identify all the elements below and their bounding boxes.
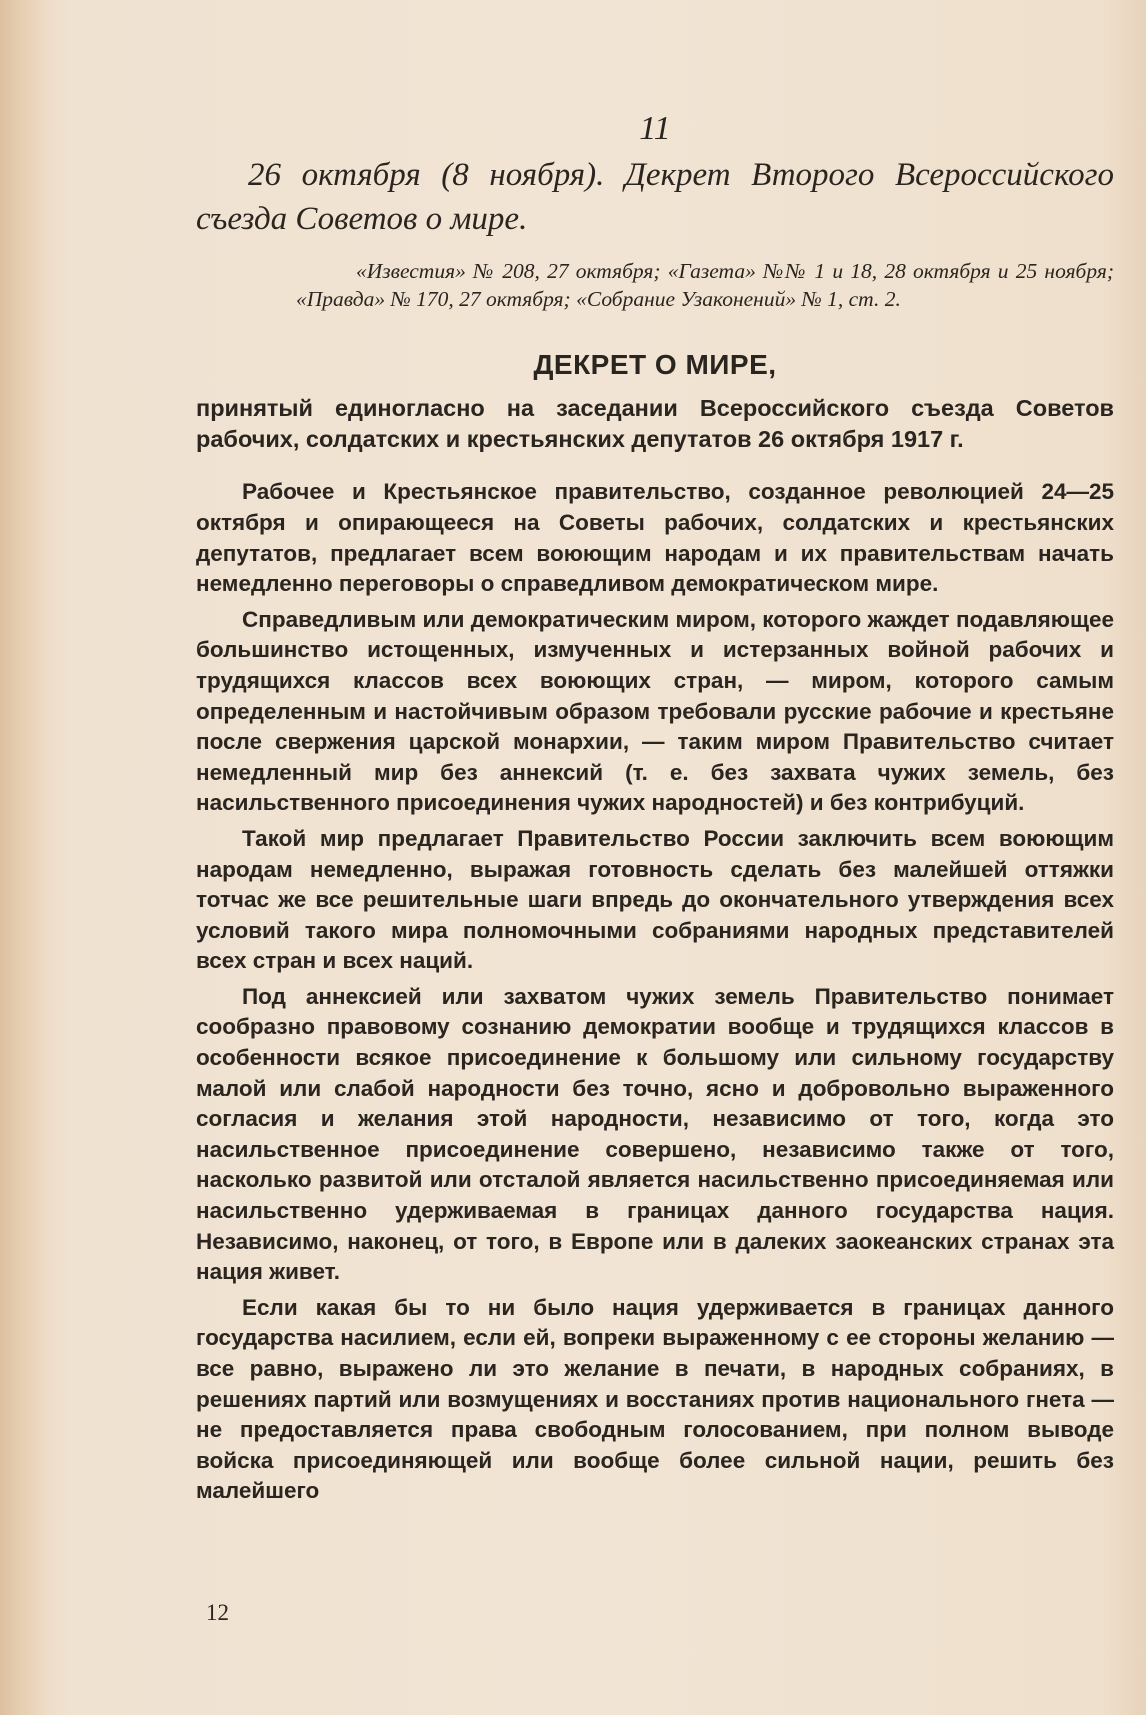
paragraph-1: Рабочее и Крестьянское правительство, созданное революцией 24—25 октября и опирающееся на Советы рабочих, солдатских и крестьянских депутатов, предлагает всем воюющим народам и их правительствам начать немедленно переговоры о справедливом демократическом мире.	[196, 479, 1114, 597]
page-number: 12	[206, 1600, 229, 1625]
paragraph-2: Справедливым или демократическим миром, которого жаждет подавляющее большинство истощенных, измученных и истерзанных войной рабочих и трудящихся классов всех воюющих стран, — миром, которого самым определенным и настойчивым образом требовали русские рабочие и крестьяне после свержения царской монархии, — таким миром Правительство считает немедленный мир без аннексий (т. е. без захвата чужих земель, без насильственного присоединения чужих народностей) и без контрибуций.	[196, 606, 1114, 816]
page-content	[196, 110, 1114, 1512]
document-heading: 26 октября (8 ноября). Декрет Второго Всероссийского съезда Советов о мире.	[196, 157, 1114, 238]
paragraph-4: Под аннексией или захватом чужих земель Правительство понимает сообразно правовому сознанию демократии вообще и трудящихся классов в особенности всякое присоединение к большому или сильному государству малой или слабой народности без точно, ясно и добровольно выраженного согласия и желания этой народности, независимо от того, когда это насильственное присоединение совершено, независимо также от того, насколько развитой или отсталой является насильственно присоединяемая или насильственно удерживаемая в границах данного государства нация. Независимо, наконец, от того, в Европе или в далеких заокеанских странах эта нация живет.	[196, 983, 1114, 1285]
decree-subtitle: принятый единогласно на заседании Всероссийского съезда Советов рабочих, солдатских и крестьянских депутатов 26 октября 1917 г.	[196, 395, 1114, 453]
source-citations: «Известия» № 208, 27 октября; «Газета» №№ 1 и 18, 28 октября и 25 ноября; «Правда» № 170, 27 октября; «Собрание Узаконений» № 1, ст. 2.	[296, 259, 1114, 312]
decree-title: ДЕКРЕТ О МИРЕ,	[533, 349, 777, 381]
page-gutter	[0, 0, 46, 1715]
document-number: 11	[639, 110, 671, 147]
paragraph-5: Если какая бы то ни было нация удерживается в границах данного государства насилием, если ей, вопреки выраженному с ее стороны желанию — все равно, выражено ли это желание в печати, в народных собраниях, в решениях партий или возмущениях и восстаниях против национального гнета — не предоставляется права свободным голосованием, при полном выводе войска присоединяющей или вообще более сильной нации, решить без малейшего	[196, 1294, 1114, 1504]
paragraph-3: Такой мир предлагает Правительство России заключить всем воюющим народам немедленно, выражая готовность сделать без малейшей оттяжки тотчас же все решительные шаги впредь до окончательного утверждения всех условий такого мира полномочными собраниями народных представителей всех стран и всех наций.	[196, 825, 1114, 974]
